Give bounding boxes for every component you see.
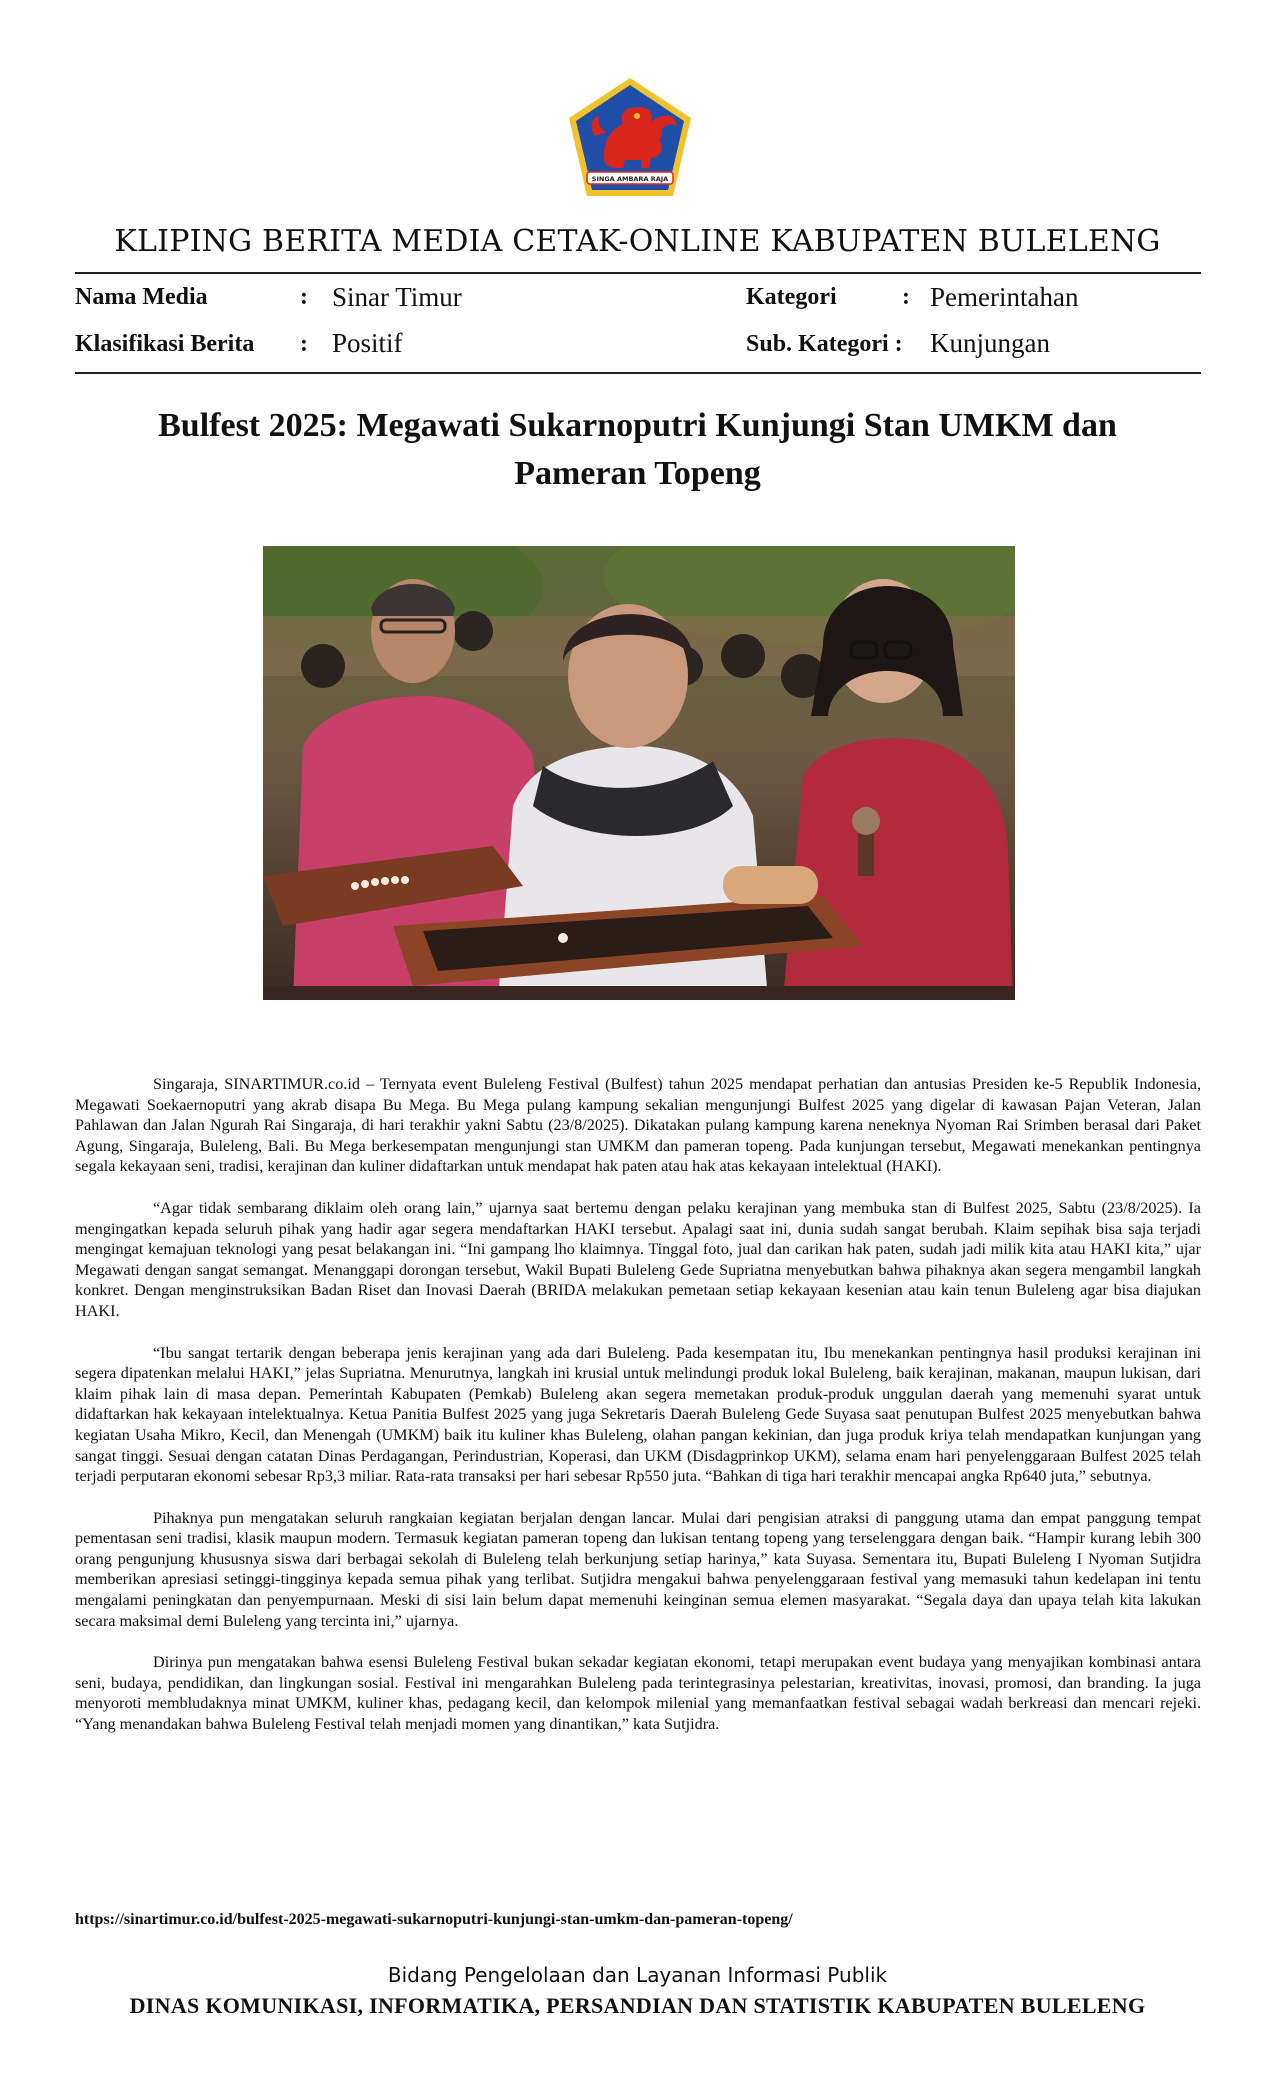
media-label: Nama Media — [75, 284, 208, 310]
article-body — [75, 1074, 1201, 1756]
media-value: Sinar Timur — [332, 282, 462, 312]
article-paragraph: “Agar tidak sembarang diklaim oleh orang lain,” ujarnya saat bertemu dengan pelaku kerajinan yang membuka stan di Bulfest 2025, Sabtu (23/8/2025). Ia mengingatkan kepada seluruh pihak yang hadir agar segera mendaftarkan HAKI tersebut. Apalagi saat ini, dunia sudah sangat berubah. Klaim sepihak bisa saja terjadi mengingat kemajuan teknologi yang pesat belakangan ini. “Ini gampang lho klaimnya. Tinggal foto, jual dan carikan hak paten, sudah jadi milik kita atau HAKI kita,” ujar Megawati dengan sangat semangat. Menanggapi dorongan tersebut, Wakil Bupati Buleleng Gede Supriatna menyebutkan bahwa pihaknya akan segera mengambil langkah konkret. Dengan menginstruksikan Badan Riset dan Inovasi Daerah (BRIDA melakukan pemetaan setiap kekayaan kesenian atau kain tenun Buleleng agar bisa diajukan HAKI. — [75, 1198, 1201, 1320]
kategori-label: Kategori — [746, 284, 837, 310]
footer-department: Bidang Pengelolaan dan Layanan Informasi Publik — [387, 1963, 888, 1987]
article-paragraph: “Ibu sangat tertarik dengan beberapa jenis kerajinan yang ada dari Buleleng. Pada kesempatan itu, Ibu menekankan pentingnya hasil produksi kerajinan ini segera dipatenkan melalui HAKI,” jelas Supriatna. Menurutnya, langkah ini krusial untuk melindungi produk lokal Buleleng, baik kerajinan, makanan, maupun lukisan, dari klaim pihak lain di masa depan. Pemerintah Kabupaten (Pemkab) Buleleng akan segera memetakan produk-produk unggulan daerah yang memenuhi syarat untuk didaftarkan hak kekayaan intelektualnya. Ketua Panitia Bulfest 2025 yang juga Sekretaris Daerah Buleleng Gede Suyasa saat penutupan Bulfest 2025 menyebutkan bahwa kegiatan Usaha Mikro, Kecil, dan Menengah (UMKM) baik itu kuliner khas Buleleng, olahan pangan kekinian, dan juga produk kriya telah mendapatkan kunjungan yang sangat tinggi. Sesuai dengan catatan Dinas Perdagangan, Perindustrian, Koperasi, dan UKM (Disdagprinkop UKM), selama enam hari penyelenggaraan Bulfest 2025 telah terjadi perputaran ekonomi sebesar Rp3,3 miliar. Rata-rata transaksi per hari sebesar Rp550 juta. “Bahkan di tiga hari terakhir mencapai angka Rp640 juta,” sebutnya. — [75, 1343, 1201, 1486]
kategori-separator: : — [902, 284, 910, 310]
klasifikasi-value: Positif — [332, 328, 403, 358]
bottom-divider — [75, 372, 1201, 374]
media-separator: : — [300, 284, 308, 310]
footer-agency: DINAS KOMUNIKASI, INFORMATIKA, PERSANDIAN DAN STATISTIK KABUPATEN BULELENG — [129, 1993, 1146, 2018]
article-paragraph: Dirinya pun mengatakan bahwa esensi Buleleng Festival bukan sekadar kegiatan ekonomi, tetapi merupakan event budaya yang menyajikan kombinasi antara seni, budaya, pendidikan, dan lingkungan sosial. Festival ini mengarahkan Buleleng pada terintegrasinya pelestarian, kreativitas, inovasi, promosi, dan branding. Ia juga menyoroti membludaknya minat UMKM, kuliner khas, pedagang kecil, dan kelompok milenial yang memanfaatkan festival sebagai wadah berkreasi dan mencari rejeki. “Yang menandakan bahwa Buleleng Festival telah menjadi momen yang dinantikan,” kata Sutjidra. — [75, 1653, 1201, 1734]
article-photo — [263, 546, 1015, 1000]
logo-motto: SINGA AMBARA RAJA — [591, 175, 669, 183]
subkategori-value: Kunjungan — [930, 328, 1050, 358]
klasifikasi-label: Klasifikasi Berita — [75, 331, 255, 357]
top-divider — [75, 272, 1201, 274]
buleleng-logo — [565, 76, 695, 198]
klasifikasi-separator: : — [300, 331, 308, 357]
article-paragraph: Pihaknya pun mengatakan seluruh rangkaian kegiatan berjalan dengan lancar. Mulai dari pengisian atraksi di panggung utama dan empat panggung tempat pementasan seni tradisi, klasik maupun modern. Termasuk kegiatan pameran topeng dan lukisan tentang topeng yang terselenggara dengan baik. “Hampir kurang lebih 300 orang pengunjung khususnya siswa dari berbagai sekolah di Buleleng telah berkunjung setiap harinya,” kata Suyasa. Sementara itu, Bupati Buleleng I Nyoman Sutjidra memberikan apresiasi setinggi-tingginya kepada semua pihak yang terlibat. Sutjidra mengakui bahwa penyelenggaraan festival yang memasuki tahun kedelapan ini tentu mengalami peningkatan dan penyempurnaan. Meski di sisi lain belum dapat memenuhi keinginan semua elemen masyarakat. “Segala daya dan upaya telah kita lakukan secara maksimal demi Buleleng yang tercinta ini,” ujarnya. — [75, 1508, 1201, 1630]
buleleng-lion-crest-icon — [565, 76, 695, 198]
source-url-link[interactable]: https://sinartimur.co.id/bulfest-2025-megawati-sukarnoputri-kunjungi-stan-umkm-dan-pameran-topeng/ — [75, 1911, 793, 1928]
subkategori-label: Sub. Kategori : — [746, 331, 903, 357]
article-headline: Bulfest 2025: Megawati Sukarnoputri Kunjungi Stan UMKM dan Pameran Topeng — [158, 407, 1117, 492]
article-paragraph: Singaraja, SINARTIMUR.co.id – Ternyata event Buleleng Festival (Bulfest) tahun 2025 mendapat perhatian dan antusias Presiden ke-5 Republik Indonesia, Megawati Soekaernoputri yang akrab disapa Bu Mega. Bu Mega pulang kampung sekalian mengunjungi Bulfest 2025 yang digelar di kawasan Pajan Veteran, Jalan Pahlawan dan Jalan Ngurah Rai Singaraja, di hari terakhir yakni Sabtu (23/8/2025). Dikatakan pulang kampung karena neneknya Nyoman Rai Srimben berasal dari Paket Agung, Singaraja, Buleleng, Bali. Bu Mega berkesempatan mengunjungi stan UMKM dan pameran topeng. Pada kunjungan tersebut, Megawati menekankan pentingnya segala kekayaan seni, tradisi, kerajinan dan kuliner didaftarkan untuk mendapat hak paten atau hak atas kekayaan intelektual (HAKI). — [75, 1075, 1201, 1176]
kategori-value: Pemerintahan — [930, 282, 1079, 312]
document-title: KLIPING BERITA MEDIA CETAK-ONLINE KABUPATEN BULELENG — [114, 224, 1161, 259]
